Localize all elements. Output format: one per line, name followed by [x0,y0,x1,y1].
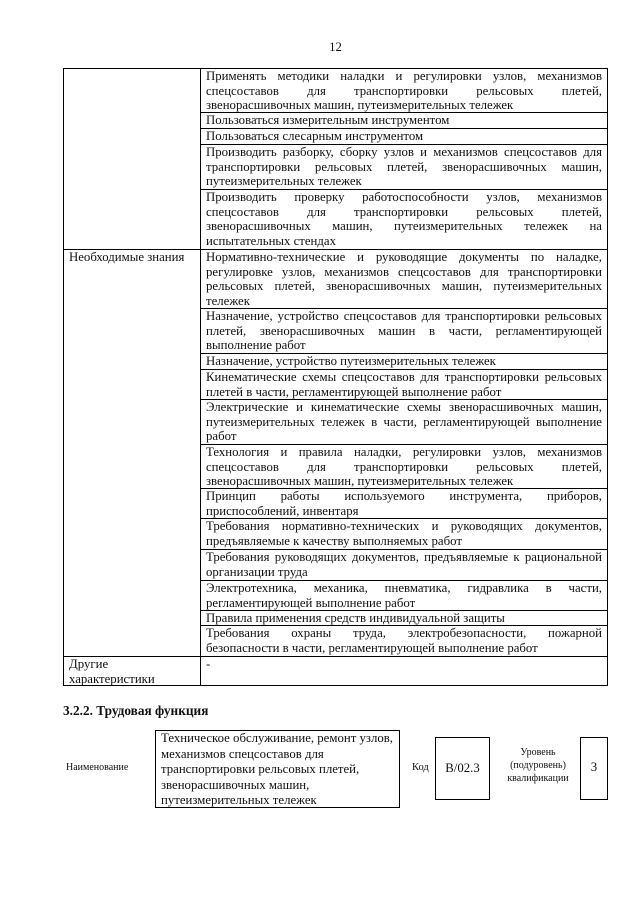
knowledge-item: Требования руководящих документов, предъявляемые к рациональной организации труда [200,549,607,580]
code-label: Код [412,762,429,773]
skill-item: Производить разборку, сборку узлов и механизмов спецсоставов для транспортировки рельсовых плетей, звенорасшивочных машин, путеизмерительных тележек [200,144,607,189]
skills-label-cell [64,69,200,249]
other-label: Другие характеристики [69,657,155,685]
skill-item: Пользоваться слесарным инструментом [200,128,607,144]
other-label-cell [64,656,200,685]
skill-item: Применять методики наладки и регулировки узлов, механизмов спецсоставов для транспортировки рельсовых плетей, звенорасшивочных машин, путеизмерительных тележек [200,69,607,112]
other-value: - [200,656,607,685]
knowledge-item: Требования охраны труда, электробезопасности, пожарной безопасности в части, регламентирующей выполнение работ [200,625,607,656]
knowledge-item: Электрические и кинематические схемы звенорасшивочных машин, путеизмерительных тележек в части, регламентирующей выполнение работ [200,399,607,444]
knowledge-item: Технология и правила наладки, регулировки узлов, механизмов спецсоставов для транспортировки рельсовых плетей, звенорасшивочных машин, путеизмерительных тележек [200,444,607,488]
knowledge-item: Требования нормативно-технических и руководящих документов, предъявляемые к качеству выполняемых работ [200,518,607,549]
knowledge-item: Правила применения средств индивидуальной защиты [200,610,607,625]
function-code: B/02.3 [435,737,490,800]
competency-table [63,68,608,686]
knowledge-item: Нормативно-технические и руководящие документы по наладке, регулировке узлов, механизмов спецсоставов для транспортировки рельсовых плетей, звенорасшивочных машин, путеизмерительных тележек [200,249,607,308]
page-number: 12 [329,40,342,54]
function-name: Техническое обслуживание, ремонт узлов, механизмов спецсоставов для транспортировки рельсовых плетей, звенорасшивочных машин, путеизмерительных тележек [155,730,400,808]
knowledge-item: Электротехника, механика, пневматика, гидравлика в части, регламентирующей выполнение работ [200,580,607,610]
skill-item: Производить проверку работоспособности узлов, механизмов спецсоставов для транспортировки рельсовых плетей, звенорасшивочных машин, путеизмерительных тележек на испытательных стендах [200,189,607,249]
qualification-level-label: Уровень (подуровень) квалификации [507,747,569,784]
knowledge-item: Назначение, устройство спецсоставов для транспортировки рельсовых плетей, звенорасшивочных машин в части, регламентирующей выполнение работ [200,308,607,353]
knowledge-item: Принцип работы используемого инструмента, приборов, приспособлений, инвентаря [200,488,607,518]
qualification-level: 3 [580,737,608,800]
knowledge-item: Назначение, устройство путеизмерительных тележек [200,353,607,369]
skill-item: Пользоваться измерительным инструментом [200,112,607,128]
knowledge-item: Кинематические схемы спецсоставов для транспортировки рельсовых плетей в части, регламентирующей выполнение работ [200,369,607,399]
section-heading: 3.2.2. Трудовая функция [63,703,209,718]
name-label: Наименование [66,762,129,773]
knowledge-label: Необходимые знания [64,249,200,656]
